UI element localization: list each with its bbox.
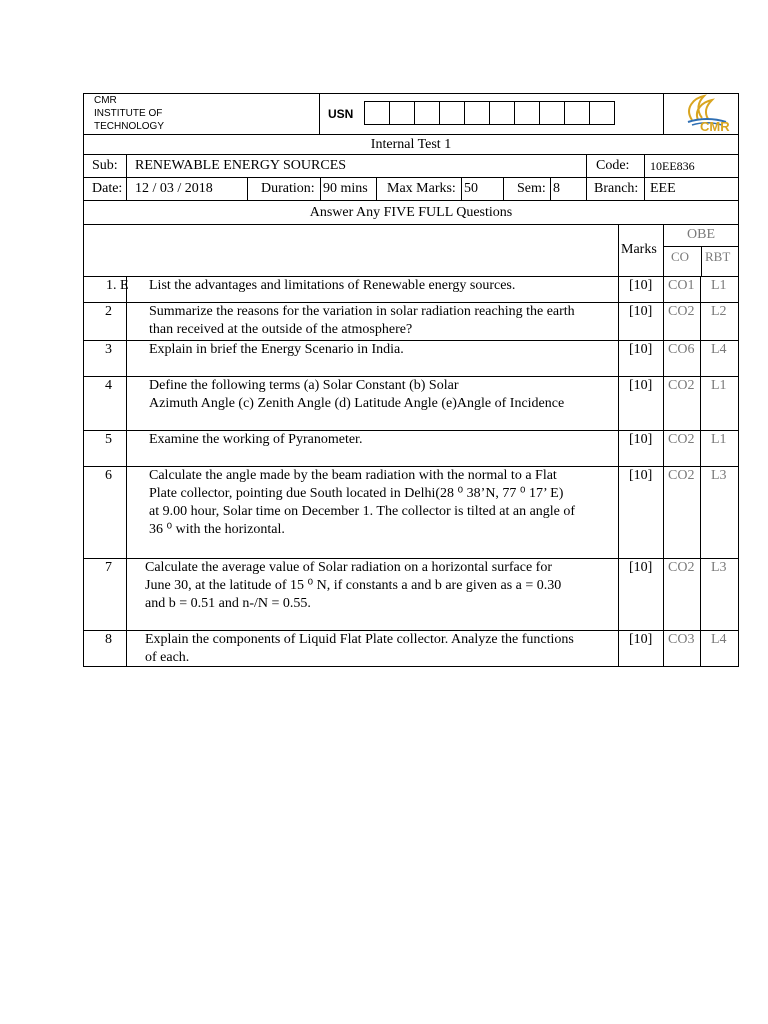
question-number: 5: [105, 432, 112, 447]
institute-name-line3: TECHNOLOGY: [94, 121, 165, 132]
question-rbt: L3: [711, 468, 727, 483]
question-marks: [10]: [629, 378, 653, 393]
question-marks: [10]: [629, 560, 653, 575]
question-co: CO1: [668, 278, 695, 293]
institute-name-line1: CMR: [94, 95, 117, 106]
date-value-cell: [126, 178, 247, 200]
institute-name-line2: INSTITUTE OF: [94, 108, 163, 119]
instruction-row: [83, 201, 739, 225]
question-row: [83, 467, 739, 559]
question-rbt-cell: [700, 559, 738, 630]
question-number: 6: [105, 468, 112, 483]
question-number: 3: [105, 342, 112, 357]
question-text-cell: [126, 341, 618, 376]
question-row: [83, 559, 739, 631]
code-value-cell: [644, 155, 738, 177]
maxmarks-value-cell: [461, 178, 503, 200]
question-text-line: Summarize the reasons for the variation in solar radiation reaching the earth: [149, 304, 575, 319]
usn-digit-box[interactable]: [464, 101, 490, 125]
question-marks: [10]: [629, 342, 653, 357]
rbt-header: RBT: [705, 249, 731, 264]
question-text-line: Explain in brief the Energy Scenario in India.: [149, 342, 404, 357]
usn-label: USN: [328, 107, 354, 121]
question-co: CO3: [668, 632, 695, 647]
question-rbt: L1: [711, 432, 727, 447]
date-label: Date:: [92, 181, 123, 196]
question-number: 4: [105, 378, 112, 393]
question-marks-cell: [618, 303, 663, 340]
question-text-cell: [126, 467, 618, 558]
question-marks-cell: [618, 277, 663, 302]
logo-text: CMR: [700, 119, 730, 134]
test-title: Internal Test 1: [370, 137, 452, 152]
question-text-line: Explain the components of Liquid Flat Plate collector. Analyze the functions: [145, 632, 574, 647]
question-number: 7: [105, 560, 112, 575]
date-row: [83, 178, 739, 201]
question-text-line: June 30, at the latitude of 15 ⁰ N, if constants a and b are given as a = 0.30: [145, 578, 562, 593]
code-label: Code:: [596, 158, 630, 173]
question-row: [83, 631, 739, 667]
question-co-cell: [663, 631, 700, 666]
sub-value-cell: [126, 155, 586, 177]
question-text-line: at 9.00 hour, Solar time on December 1. The collector is tilted at an angle of: [149, 504, 576, 519]
question-marks-cell: [618, 341, 663, 376]
question-co-cell: [663, 467, 700, 558]
date-value: 12 / 03 / 2018: [135, 181, 213, 196]
question-marks-cell: [618, 559, 663, 630]
question-marks-cell: [618, 377, 663, 430]
test-title-row: [83, 135, 739, 155]
question-rbt: L1: [711, 278, 727, 293]
question-marks-cell: [618, 467, 663, 558]
question-text-cell: [126, 559, 618, 630]
question-rbt: L4: [711, 342, 727, 357]
question-marks: [10]: [629, 304, 653, 319]
question-marks-cell: [618, 431, 663, 466]
branch-value: EEE: [650, 181, 676, 196]
maxmarks-value: 50: [464, 181, 478, 196]
branch-label-cell: [586, 178, 644, 200]
question-list: [83, 277, 739, 667]
usn-digit-box[interactable]: [489, 101, 515, 125]
usn-digit-box[interactable]: [364, 101, 390, 125]
question-co: CO2: [668, 432, 695, 447]
sem-label: Sem:: [517, 181, 546, 196]
duration-value: 90 mins: [323, 181, 368, 196]
question-text-cell: [126, 631, 618, 666]
usn-digit-box[interactable]: [564, 101, 590, 125]
branch-label: Branch:: [594, 181, 639, 196]
question-text-line: Calculate the angle made by the beam radiation with the normal to a Flat: [149, 468, 557, 483]
question-rbt-cell: [700, 631, 738, 666]
usn-digit-box[interactable]: [514, 101, 540, 125]
question-paper: [83, 93, 739, 667]
sub-value: RENEWABLE ENERGY SOURCES: [135, 158, 347, 173]
obe-header: OBE: [687, 227, 715, 242]
question-marks: [10]: [629, 432, 653, 447]
header-row: [83, 93, 739, 135]
question-co: CO6: [668, 342, 695, 357]
question-co-cell: [663, 341, 700, 376]
code-label-cell: [586, 155, 644, 177]
question-row: [83, 303, 739, 341]
question-text-cell: [126, 431, 618, 466]
question-rbt-cell: [700, 341, 738, 376]
question-rbt-cell: [700, 431, 738, 466]
sem-label-cell: [503, 178, 550, 200]
question-text-cell: [126, 377, 618, 430]
question-rbt: L3: [711, 560, 727, 575]
sub-label: Sub:: [92, 158, 118, 173]
question-rbt-cell: [700, 377, 738, 430]
instruction-text: Answer Any FIVE FULL Questions: [309, 205, 513, 220]
question-text-line: Define the following terms (a) Solar Constant (b) Solar: [149, 378, 459, 393]
question-number: 1. E: [106, 278, 129, 293]
usn-digit-box[interactable]: [439, 101, 465, 125]
question-co-cell: [663, 559, 700, 630]
maxmarks-label: Max Marks:: [387, 181, 456, 196]
usn-digit-box[interactable]: [389, 101, 415, 125]
usn-digit-box[interactable]: [589, 101, 615, 125]
question-co: CO2: [668, 560, 695, 575]
question-co: CO2: [668, 378, 695, 393]
question-marks: [10]: [629, 278, 653, 293]
question-row: [83, 431, 739, 467]
question-text-line: and b = 0.51 and n-/N = 0.55.: [145, 596, 311, 611]
question-rbt-cell: [700, 277, 738, 302]
question-text-line: 36 ⁰ with the horizontal.: [149, 522, 285, 537]
question-co-cell: [663, 277, 700, 302]
question-co: CO2: [668, 468, 695, 483]
question-marks-cell: [618, 631, 663, 666]
usn-digit-box[interactable]: [539, 101, 565, 125]
marks-header-cell: [618, 225, 663, 276]
question-co-cell: [663, 377, 700, 430]
branch-value-cell: [644, 178, 738, 200]
question-co-cell: [663, 303, 700, 340]
question-text-line: Calculate the average value of Solar radiation on a horizontal surface for: [145, 560, 552, 575]
subject-row: [83, 155, 739, 178]
column-header-row: [83, 225, 739, 277]
co-rbt-divider: [701, 246, 702, 276]
duration-value-cell: [320, 178, 376, 200]
question-text-cell: [126, 303, 618, 340]
question-text-line: Plate collector, pointing due South located in Delhi(28 ⁰ 38’N, 77 ⁰ 17’ E): [149, 486, 564, 501]
question-rbt: L2: [711, 304, 727, 319]
maxmarks-label-cell: [376, 178, 461, 200]
question-text-cell: [126, 277, 618, 302]
marks-header: Marks: [621, 242, 657, 257]
obe-header-cell: [663, 225, 738, 276]
question-marks: [10]: [629, 468, 653, 483]
question-rbt: L4: [711, 632, 727, 647]
question-rbt-cell: [700, 467, 738, 558]
question-co-cell: [663, 431, 700, 466]
question-row: [83, 341, 739, 377]
duration-label-cell: [247, 178, 320, 200]
question-text-line: Examine the working of Pyranometer.: [149, 432, 363, 447]
question-text-line: of each.: [145, 650, 190, 665]
duration-label: Duration:: [261, 181, 315, 196]
sem-value-cell: [550, 178, 586, 200]
sem-value: 8: [553, 181, 560, 196]
logo-cell: [663, 94, 739, 134]
question-co: CO2: [668, 304, 695, 319]
question-number: 8: [105, 632, 112, 647]
co-header: CO: [671, 249, 690, 264]
question-text-line: than received at the outside of the atmosphere?: [149, 322, 413, 337]
usn-input-boxes[interactable]: [365, 101, 615, 125]
question-marks: [10]: [629, 632, 653, 647]
usn-digit-box[interactable]: [414, 101, 440, 125]
question-rbt: L1: [711, 378, 727, 393]
question-text-line: List the advantages and limitations of Renewable energy sources.: [149, 278, 516, 293]
question-row: [83, 277, 739, 303]
question-rbt-cell: [700, 303, 738, 340]
question-text-line: Azimuth Angle (c) Zenith Angle (d) Latitude Angle (e)Angle of Incidence: [149, 396, 565, 411]
code-value: 10EE836: [650, 159, 695, 173]
question-number: 2: [105, 304, 112, 319]
question-row: [83, 377, 739, 431]
